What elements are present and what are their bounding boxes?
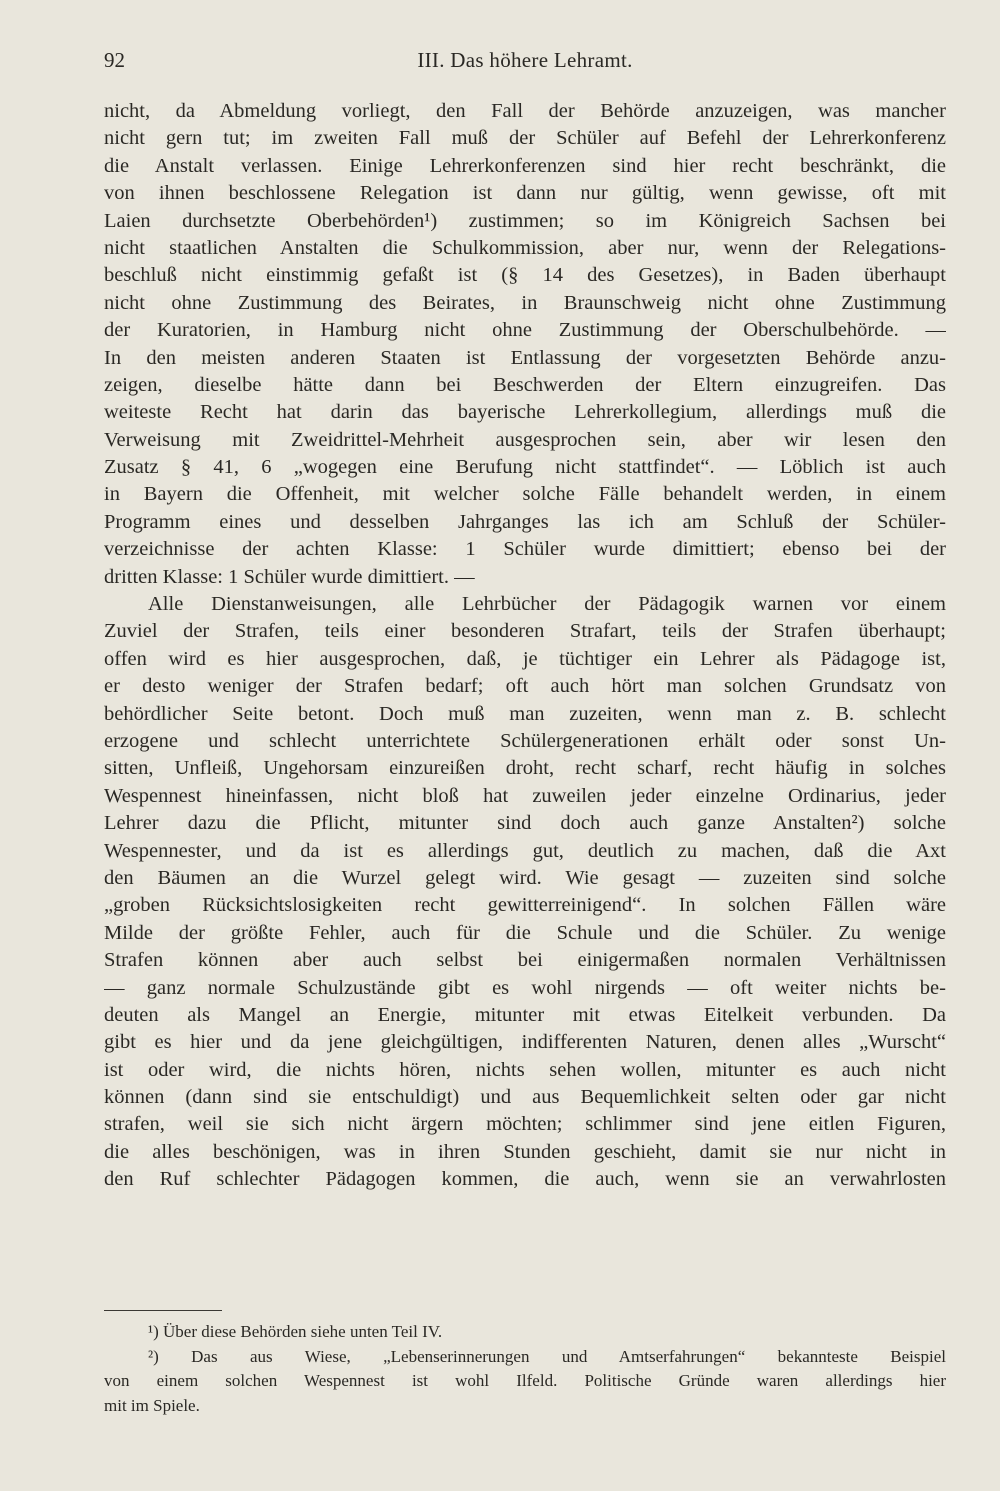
footnote-line: ²) Das aus Wiese, „Lebenserinnerungen und Amtserfahrungen“ bekannteste Beispiel (148, 1346, 946, 1366)
text-line: verzeichnisse der achten Klasse: 1 Schüler wurde dimittiert; ebenso bei der (104, 538, 946, 561)
text-line: Zusatz § 41, 6 „wogegen eine Berufung nicht stattfindet“. — Löblich ist auch (104, 456, 946, 479)
text-line: Wespennester, und da ist es allerdings gut, deutlich zu machen, daß die Axt (104, 839, 946, 862)
text-line: — ganz normale Schulzustände gibt es wohl nirgends — oft weiter nichts be- (104, 976, 946, 999)
footnote-line: von einem solchen Wespennest ist wohl Ilfeld. Politische Gründe waren allerdings hier (104, 1371, 946, 1390)
text-line: den Bäumen an die Wurzel gelegt wird. Wie gesagt — zuzeiten sind solche (104, 866, 946, 889)
footnotes (104, 1320, 946, 1418)
footnote-line: mit im Spiele. (104, 1395, 200, 1415)
chapter-title: III. Das höhere Lehramt. (417, 48, 633, 72)
text-line: von ihnen beschlossene Relegation ist dann nur gültig, wenn gewisse, oft mit (104, 182, 946, 205)
text-line: Verweisung mit Zweidrittel-Mehrheit ausgesprochen sein, aber wir lesen den (104, 428, 946, 451)
text-line: er desto weniger der Strafen bedarf; oft auch hört man solchen Grundsatz von (104, 675, 946, 698)
text-line: ist oder wird, die nichts hören, nichts sehen wollen, mitunter es auch nicht (104, 1058, 946, 1081)
text-line: nicht ohne Zustimmung des Beirates, in Braunschweig nicht ohne Zustimmung (104, 291, 946, 314)
footnote-line: ¹) Über diese Behörden siehe unten Teil IV. (148, 1322, 443, 1341)
text-line: in Bayern die Offenheit, mit welcher solche Fälle behandelt werden, in einem (104, 483, 946, 506)
text-line: den Ruf schlechter Pädagogen kommen, die auch, wenn sie an verwahrlosten (104, 1168, 946, 1191)
text-line: die alles beschönigen, was in ihren Stunden geschieht, damit sie nur nicht in (104, 1140, 946, 1163)
text-line: behördlicher Seite betont. Doch muß man zuzeiten, wenn man z. B. schlecht (104, 702, 946, 725)
text-line: Alle Dienstanweisungen, alle Lehrbücher der Pädagogik warnen vor einem (148, 593, 946, 616)
text-line: zeigen, dieselbe hätte dann bei Beschwerden der Eltern einzugreifen. Das (104, 373, 946, 396)
text-line: deuten als Mangel an Energie, mitunter mit etwas Eitelkeit verbunden. Da (104, 1003, 946, 1026)
text-line: In den meisten anderen Staaten ist Entlassung der vorgesetzten Behörde anzu- (104, 346, 946, 369)
text-line: Zuviel der Strafen, teils einer besonderen Strafart, teils der Strafen überhaupt; (104, 620, 946, 643)
text-line: sitten, Unfleiß, Ungehorsam einzureißen droht, recht scharf, recht häufig in solches (104, 757, 946, 780)
text-line: gibt es hier und da jene gleichgültigen, indifferenten Naturen, denen alles „Wurscht“ (104, 1031, 946, 1054)
text-line: Laien durchsetzte Oberbehörden¹) zustimmen; so im Königreich Sachsen bei (104, 209, 946, 232)
running-head (104, 48, 946, 78)
footnote-divider (104, 1310, 222, 1311)
text-line: beschluß nicht einstimmig gefaßt ist (§ 14 des Gesetzes), in Baden überhaupt (104, 264, 946, 287)
text-line: dritten Klasse: 1 Schüler wurde dimittiert. — (104, 565, 475, 588)
text-line: Milde der größte Fehler, auch für die Schule und die Schüler. Zu wenige (104, 921, 946, 944)
text-line: Wespennest hineinfassen, nicht bloß hat zuweilen jeder einzelne Ordinarius, jeder (104, 784, 946, 807)
body-text (104, 98, 946, 1194)
text-line: Programm eines und desselben Jahrganges las ich am Schluß der Schüler- (104, 510, 946, 533)
text-line: der Kuratorien, in Hamburg nicht ohne Zustimmung der Oberschulbehörde. — (104, 319, 946, 342)
text-line: die Anstalt verlassen. Einige Lehrerkonferenzen sind hier recht beschränkt, die (104, 154, 946, 177)
text-line: offen wird es hier ausgesprochen, daß, je tüchtiger ein Lehrer als Pädagoge ist, (104, 647, 946, 670)
text-line: erzogene und schlecht unterrichtete Schülergenerationen erhält oder sonst Un- (104, 729, 946, 752)
text-line: Lehrer dazu die Pflicht, mitunter sind doch auch ganze Anstalten²) solche (104, 812, 946, 835)
text-line: nicht gern tut; im zweiten Fall muß der Schüler auf Befehl der Lehrerkonferenz (104, 127, 946, 150)
text-line: „groben Rücksichtslosigkeiten recht gewitterreinigend“. In solchen Fällen wäre (104, 894, 946, 917)
text-line: nicht, da Abmeldung vorliegt, den Fall der Behörde anzuzeigen, was mancher (104, 100, 946, 122)
text-line: weiteste Recht hat darin das bayerische Lehrerkollegium, allerdings muß die (104, 401, 946, 424)
text-line: können (dann sind sie entschuldigt) und aus Bequemlichkeit selten oder gar nicht (104, 1086, 946, 1109)
text-line: nicht staatlichen Anstalten die Schulkommission, aber nur, wenn der Relegations- (104, 236, 946, 259)
page-number: 92 (104, 48, 125, 72)
text-line: strafen, weil sie sich nicht ärgern möchten; schlimmer sind jene eitlen Figuren, (104, 1113, 946, 1136)
text-line: Strafen können aber auch selbst bei einigermaßen normalen Verhältnissen (104, 949, 946, 972)
